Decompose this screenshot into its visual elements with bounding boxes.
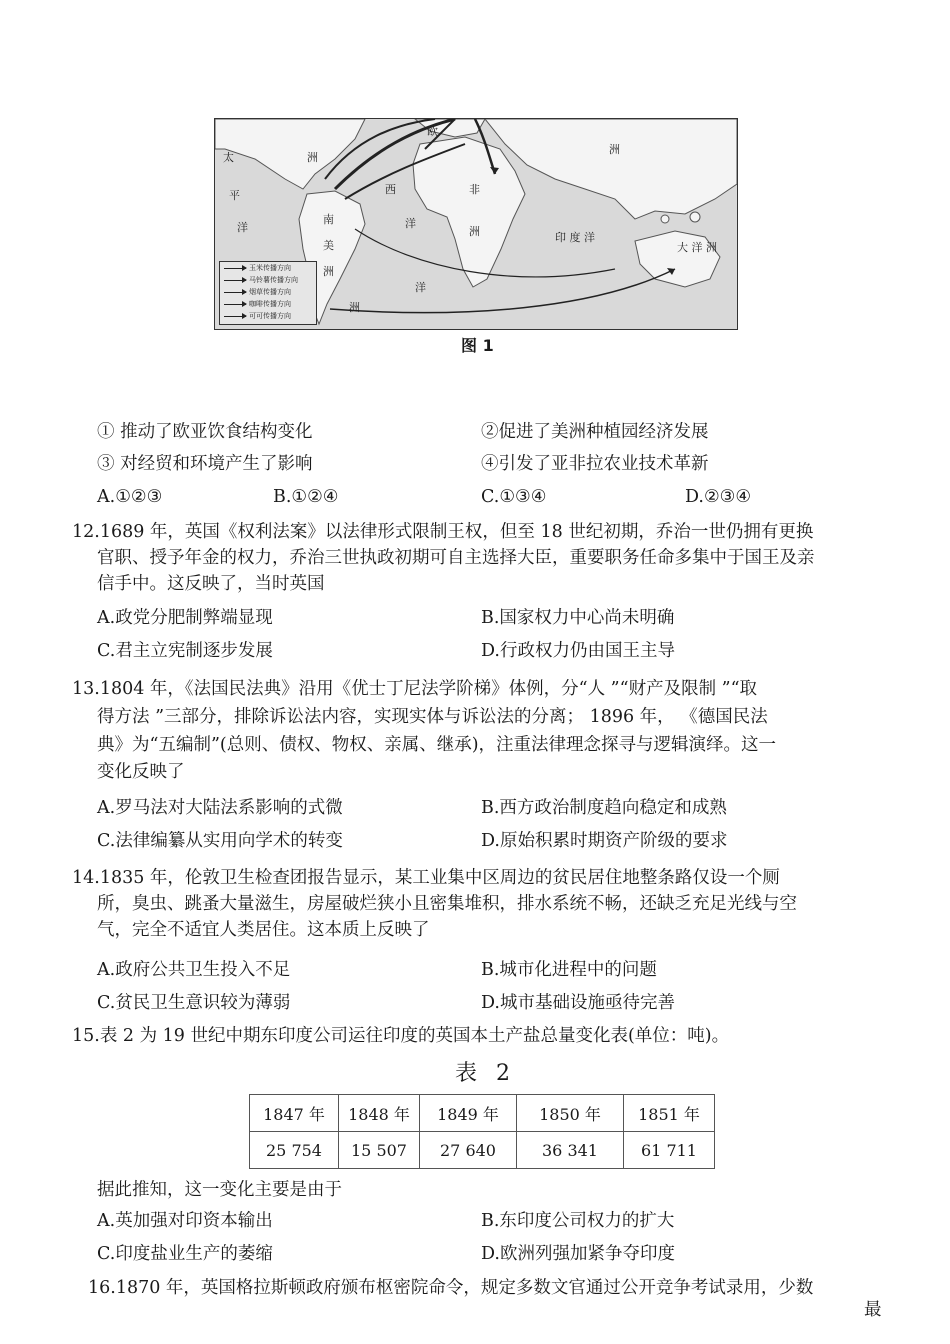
- q13-stem-line2: 得方法 ”三部分，排除诉讼法内容，实现实体与诉讼法的分离； 1896 年， 《德国民法: [97, 707, 768, 727]
- q13-option-d[interactable]: D.原始积累时期资产阶级的要求: [481, 831, 728, 851]
- q14-option-b[interactable]: B.城市化进程中的问题: [481, 960, 657, 980]
- q13-option-b[interactable]: B.西方政治制度趋向稳定和成熟: [481, 798, 727, 818]
- legend-corn: 玉米传播方向: [224, 263, 291, 274]
- map-label-zhou4: 洲: [349, 301, 360, 314]
- q13-stem-line1: 13.1804 年，《法国民法典》沿用《优士丁尼法学阶梯》体例，分“人 ”“财产及限制 ”“取: [72, 679, 758, 699]
- table-row-years: [250, 1095, 715, 1132]
- q12-option-d[interactable]: D.行政权力仍由国王主导: [481, 641, 675, 661]
- map-label-zhou1: 洲: [307, 151, 318, 164]
- table-title: 表 2: [455, 1061, 516, 1086]
- table-cell-year: 1850 年: [517, 1095, 624, 1132]
- map-label-tai: 太: [223, 151, 234, 164]
- q11-option-a[interactable]: A.①②③: [97, 487, 163, 507]
- salt-table: [249, 1094, 715, 1169]
- legend-coffee: 咖啡传播方向: [224, 299, 291, 310]
- map-label-oceania: 大 洋 洲: [677, 241, 717, 254]
- map-label-atlantic-yang: 洋: [415, 281, 426, 294]
- q15-stem-line1: 15.表 2 为 19 世纪中期东印度公司运往印度的英国本土产盐总量变化表(单位：吨)。: [72, 1026, 730, 1046]
- map-label-asia-zhou: 洲: [609, 143, 620, 156]
- legend-cocoa: 可可传播方向: [224, 311, 291, 322]
- map-label-fei: 非: [469, 183, 480, 196]
- q14-option-c[interactable]: C.贫民卫生意识较为薄弱: [97, 993, 291, 1013]
- table-cell-value: 15 507: [339, 1132, 420, 1169]
- q12-option-a[interactable]: A.政党分肥制弊端显现: [97, 608, 273, 628]
- map-label-yang2: 洋: [405, 217, 416, 230]
- map-label-mei: 美: [323, 239, 334, 252]
- q11-statement-3: ③ 对经贸和环境产生了影响: [97, 454, 313, 474]
- q11-statement-1: ① 推动了欧亚饮食结构变化: [97, 422, 313, 442]
- q11-statement-4: ④引发了亚非拉农业技术革新: [481, 454, 709, 474]
- q15-option-d[interactable]: D.欧洲列强加紧争夺印度: [481, 1244, 675, 1264]
- q13-stem-line4: 变化反映了: [97, 762, 185, 782]
- q13-option-a[interactable]: A.罗马法对大陆法系影响的式微: [97, 798, 343, 818]
- q11-option-d[interactable]: D.②③④: [685, 487, 752, 507]
- q15-stem-line2: 据此推知，这一变化主要是由于: [97, 1180, 342, 1200]
- map-label-nan: 南: [323, 213, 334, 226]
- q11-option-c[interactable]: C.①③④: [481, 487, 547, 507]
- table-cell-value: 25 754: [250, 1132, 339, 1169]
- q14-stem-line1: 14.1835 年，伦敦卫生检查团报告显示，某工业集中区周边的贫民居住地整条路仅设一个厕: [72, 868, 780, 888]
- q16-stem-line1: 16.1870 年，英国格拉斯顿政府颁布枢密院命令，规定多数文官通过公开竞争考试录用，少数: [88, 1278, 814, 1298]
- map-label-zhou2: 洲: [323, 265, 334, 278]
- map-label-zhou3: 洲: [469, 225, 480, 238]
- q12-stem-line3: 信手中。这反映了，当时英国: [97, 574, 325, 594]
- q15-option-a[interactable]: A.英加强对印资本输出: [97, 1211, 273, 1231]
- table-cell-year: 1847 年: [250, 1095, 339, 1132]
- q11-statement-2: ②促进了美洲种植园经济发展: [481, 422, 709, 442]
- q12-option-b[interactable]: B.国家权力中心尚未明确: [481, 608, 675, 628]
- q12-stem-line1: 12.1689 年，英国《权利法案》以法律形式限制王权，但至 18 世纪初期，乔治一世仍拥有更换: [72, 522, 814, 542]
- q14-option-a[interactable]: A.政府公共卫生投入不足: [97, 960, 291, 980]
- q12-stem-line2: 官职、授予年金的权力，乔治三世执政初期可自主选择大臣，重要职务任命多集中于国王及亲: [97, 548, 815, 568]
- map-label-ou: 欧: [427, 125, 438, 138]
- q15-option-b[interactable]: B.东印度公司权力的扩大: [481, 1211, 675, 1231]
- figure-caption: 图 1: [461, 336, 494, 355]
- world-map-figure: [214, 118, 738, 330]
- q11-option-b[interactable]: B.①②④: [273, 487, 339, 507]
- q14-option-d[interactable]: D.城市基础设施亟待完善: [481, 993, 675, 1013]
- q13-option-c[interactable]: C.法律编纂从实用向学术的转变: [97, 831, 343, 851]
- table-cell-value: 27 640: [420, 1132, 517, 1169]
- table-cell-value: 61 711: [624, 1132, 715, 1169]
- legend-potato: 马铃薯传播方向: [224, 275, 298, 286]
- q12-option-c[interactable]: C.君主立宪制逐步发展: [97, 641, 273, 661]
- table-cell-year: 1849 年: [420, 1095, 517, 1132]
- map-label-indian-ocean: 印 度 洋: [555, 231, 595, 244]
- table-cell-value: 36 341: [517, 1132, 624, 1169]
- legend-tobacco: 烟草传播方向: [224, 287, 291, 298]
- q14-stem-line2: 所，臭虫、跳蚤大量滋生，房屋破烂狭小且密集堆积，排水系统不畅，还缺乏充足光线与空: [97, 894, 797, 914]
- table-cell-year: 1848 年: [339, 1095, 420, 1132]
- q16-stem-tail: 最: [864, 1300, 882, 1320]
- q15-option-c[interactable]: C.印度盐业生产的萎缩: [97, 1244, 273, 1264]
- map-legend: [219, 261, 317, 325]
- map-label-ping: 平: [229, 189, 240, 202]
- table-row-values: [250, 1132, 715, 1169]
- map-label-yang1: 洋: [237, 221, 248, 234]
- table-cell-year: 1851 年: [624, 1095, 715, 1132]
- map-label-xi: 西: [385, 183, 396, 196]
- q13-stem-line3: 典》为“五编制”(总则、债权、物权、亲属、继承)，注重法律理念探寻与逻辑演绎。这一: [97, 735, 777, 755]
- q14-stem-line3: 气，完全不适宜人类居住。这本质上反映了: [97, 920, 430, 940]
